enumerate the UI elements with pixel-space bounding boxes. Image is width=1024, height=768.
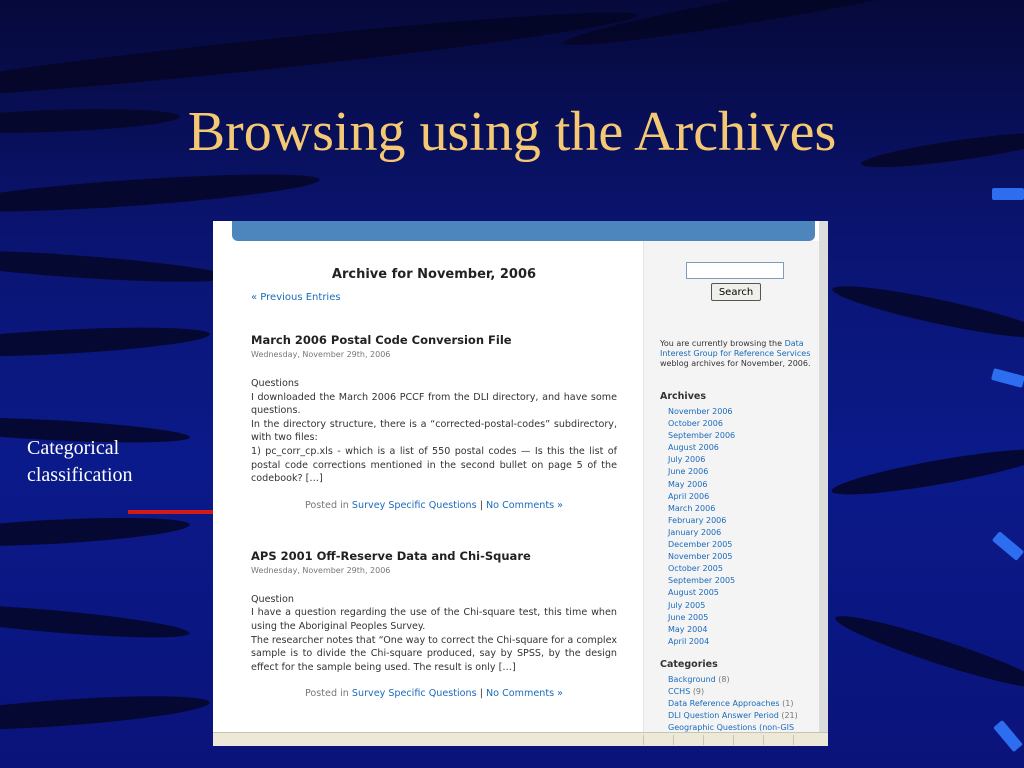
archive-link[interactable]: May 2006 <box>668 479 708 489</box>
browsing-notice <box>660 339 816 369</box>
status-divider <box>763 735 764 745</box>
post-body: Question I have a question regarding the use of the Chi-square test, this time when using the Aboriginal Peoples Survey. The researcher notes that “One way to correct the Chi-square for a complex sample is to divide the Chi-square produced, say by SPSS, by the design effect for the sample being used. The result is only […] <box>251 593 617 673</box>
category-item[interactable] <box>668 674 816 686</box>
comments-link[interactable]: No Comments » <box>485 499 564 511</box>
archive-link[interactable]: September 2006 <box>668 431 736 441</box>
comments-link[interactable]: No Comments » <box>485 688 564 700</box>
background-swoosh <box>0 0 639 109</box>
archives-list <box>668 406 816 648</box>
background-swoosh <box>830 441 1024 503</box>
background-swoosh <box>0 598 190 644</box>
blog-content <box>251 259 617 737</box>
category-count: (8) <box>718 675 730 684</box>
decorative-bar <box>991 368 1024 388</box>
background-swoosh <box>832 607 1024 698</box>
archive-link[interactable]: August 2006 <box>668 443 719 453</box>
archive-link[interactable]: February 2006 <box>668 515 727 525</box>
background-swoosh <box>561 0 1019 56</box>
decorative-bar <box>992 531 1024 561</box>
status-divider <box>793 735 794 745</box>
archive-link[interactable]: June 2005 <box>668 612 709 622</box>
archive-link[interactable]: November 2006 <box>668 407 733 416</box>
blog-screenshot <box>213 221 828 746</box>
background-swoosh <box>0 167 320 219</box>
post-title[interactable]: APS 2001 Off-Reserve Data and Chi-Square <box>251 548 531 563</box>
blog-sidebar <box>643 241 819 746</box>
category-link[interactable]: Data Reference Approaches <box>668 699 780 709</box>
archive-link[interactable]: October 2005 <box>668 564 723 574</box>
archive-link[interactable]: April 2004 <box>668 636 710 646</box>
post-meta <box>251 688 617 699</box>
status-divider <box>733 735 734 745</box>
archive-link[interactable]: March 2006 <box>668 503 716 513</box>
archive-link[interactable]: July 2005 <box>668 600 706 610</box>
post-title[interactable]: March 2006 Postal Code Conversion File <box>251 333 512 347</box>
background-swoosh <box>0 690 211 737</box>
archive-link[interactable]: April 2006 <box>668 491 710 501</box>
post <box>251 549 617 700</box>
side-annotation-line: Categorical <box>27 437 120 459</box>
search-button[interactable]: Search <box>711 283 761 301</box>
status-divider <box>643 735 644 745</box>
category-link[interactable]: Background <box>668 675 716 684</box>
posted-in-label: Posted in <box>304 688 349 700</box>
archive-heading: Archive for November, 2006 <box>331 267 537 282</box>
category-count: (21) <box>781 711 798 721</box>
archives-heading: Archives <box>660 391 706 402</box>
browsing-suffix: weblog archives for November, 2006. <box>660 359 811 368</box>
category-item[interactable] <box>668 698 816 710</box>
archive-link[interactable]: December 2005 <box>668 540 733 550</box>
archive-link[interactable]: October 2006 <box>668 419 723 429</box>
side-annotation <box>27 435 187 489</box>
archive-link[interactable]: August 2005 <box>668 588 719 598</box>
background-swoosh <box>0 244 230 288</box>
category-link[interactable]: Survey Specific Questions <box>351 688 477 700</box>
archives-section <box>660 391 816 648</box>
vertical-scrollbar[interactable] <box>819 221 828 732</box>
previous-entries-link[interactable]: « Previous Entries <box>251 292 341 303</box>
background-swoosh <box>830 277 1024 346</box>
separator: | <box>479 688 483 700</box>
archive-link[interactable]: November 2005 <box>668 552 733 562</box>
weblog-link[interactable]: Data Interest Group for Reference Services <box>660 339 811 358</box>
archive-link[interactable]: September 2005 <box>668 576 736 586</box>
browsing-prefix: You are currently browsing the <box>660 339 785 348</box>
side-annotation-line: classification <box>27 464 133 486</box>
separator: | <box>479 499 483 511</box>
category-link[interactable]: DLI Question Answer Period <box>668 711 779 721</box>
archive-link[interactable]: January 2006 <box>668 527 722 537</box>
category-count: (1) <box>782 699 794 709</box>
decorative-bar <box>992 188 1024 200</box>
post <box>251 333 617 511</box>
background-swoosh <box>0 322 210 362</box>
category-item[interactable] <box>668 686 816 698</box>
archive-link[interactable]: June 2006 <box>668 467 709 477</box>
archive-link[interactable]: May 2004 <box>668 624 708 634</box>
category-link[interactable]: Geographic Questions (non-GIS <box>668 723 795 733</box>
post-meta <box>251 500 617 511</box>
status-divider <box>703 735 704 745</box>
posted-in-label: Posted in <box>304 499 349 511</box>
status-divider <box>673 735 674 745</box>
blog-header-bar <box>232 221 815 241</box>
post-date: Wednesday, November 29th, 2006 <box>251 565 391 575</box>
slide-title: Browsing using the Archives <box>187 101 837 163</box>
decorative-bar <box>993 720 1023 752</box>
category-link[interactable]: CCHS <box>668 687 691 697</box>
post-date: Wednesday, November 29th, 2006 <box>251 350 391 359</box>
category-count: (9) <box>692 687 705 697</box>
archive-link[interactable]: July 2006 <box>668 455 706 465</box>
post-body: Questions I downloaded the March 2006 PCCF from the DLI directory, and have some questions. In the directory structure, there is a “corrected-postal-codes” subdirectory, with two files: 1) pc_corr_cp.xls - which is a list of 550 postal codes — Is this the list of postal code corrections mentioned in the second bullet on page 5 of the codebook? […] <box>251 378 617 485</box>
category-item[interactable] <box>668 710 816 722</box>
status-bar <box>213 732 828 746</box>
categories-heading: Categories <box>660 659 718 670</box>
category-link[interactable]: Survey Specific Questions <box>351 499 477 511</box>
search-input[interactable] <box>686 262 784 279</box>
